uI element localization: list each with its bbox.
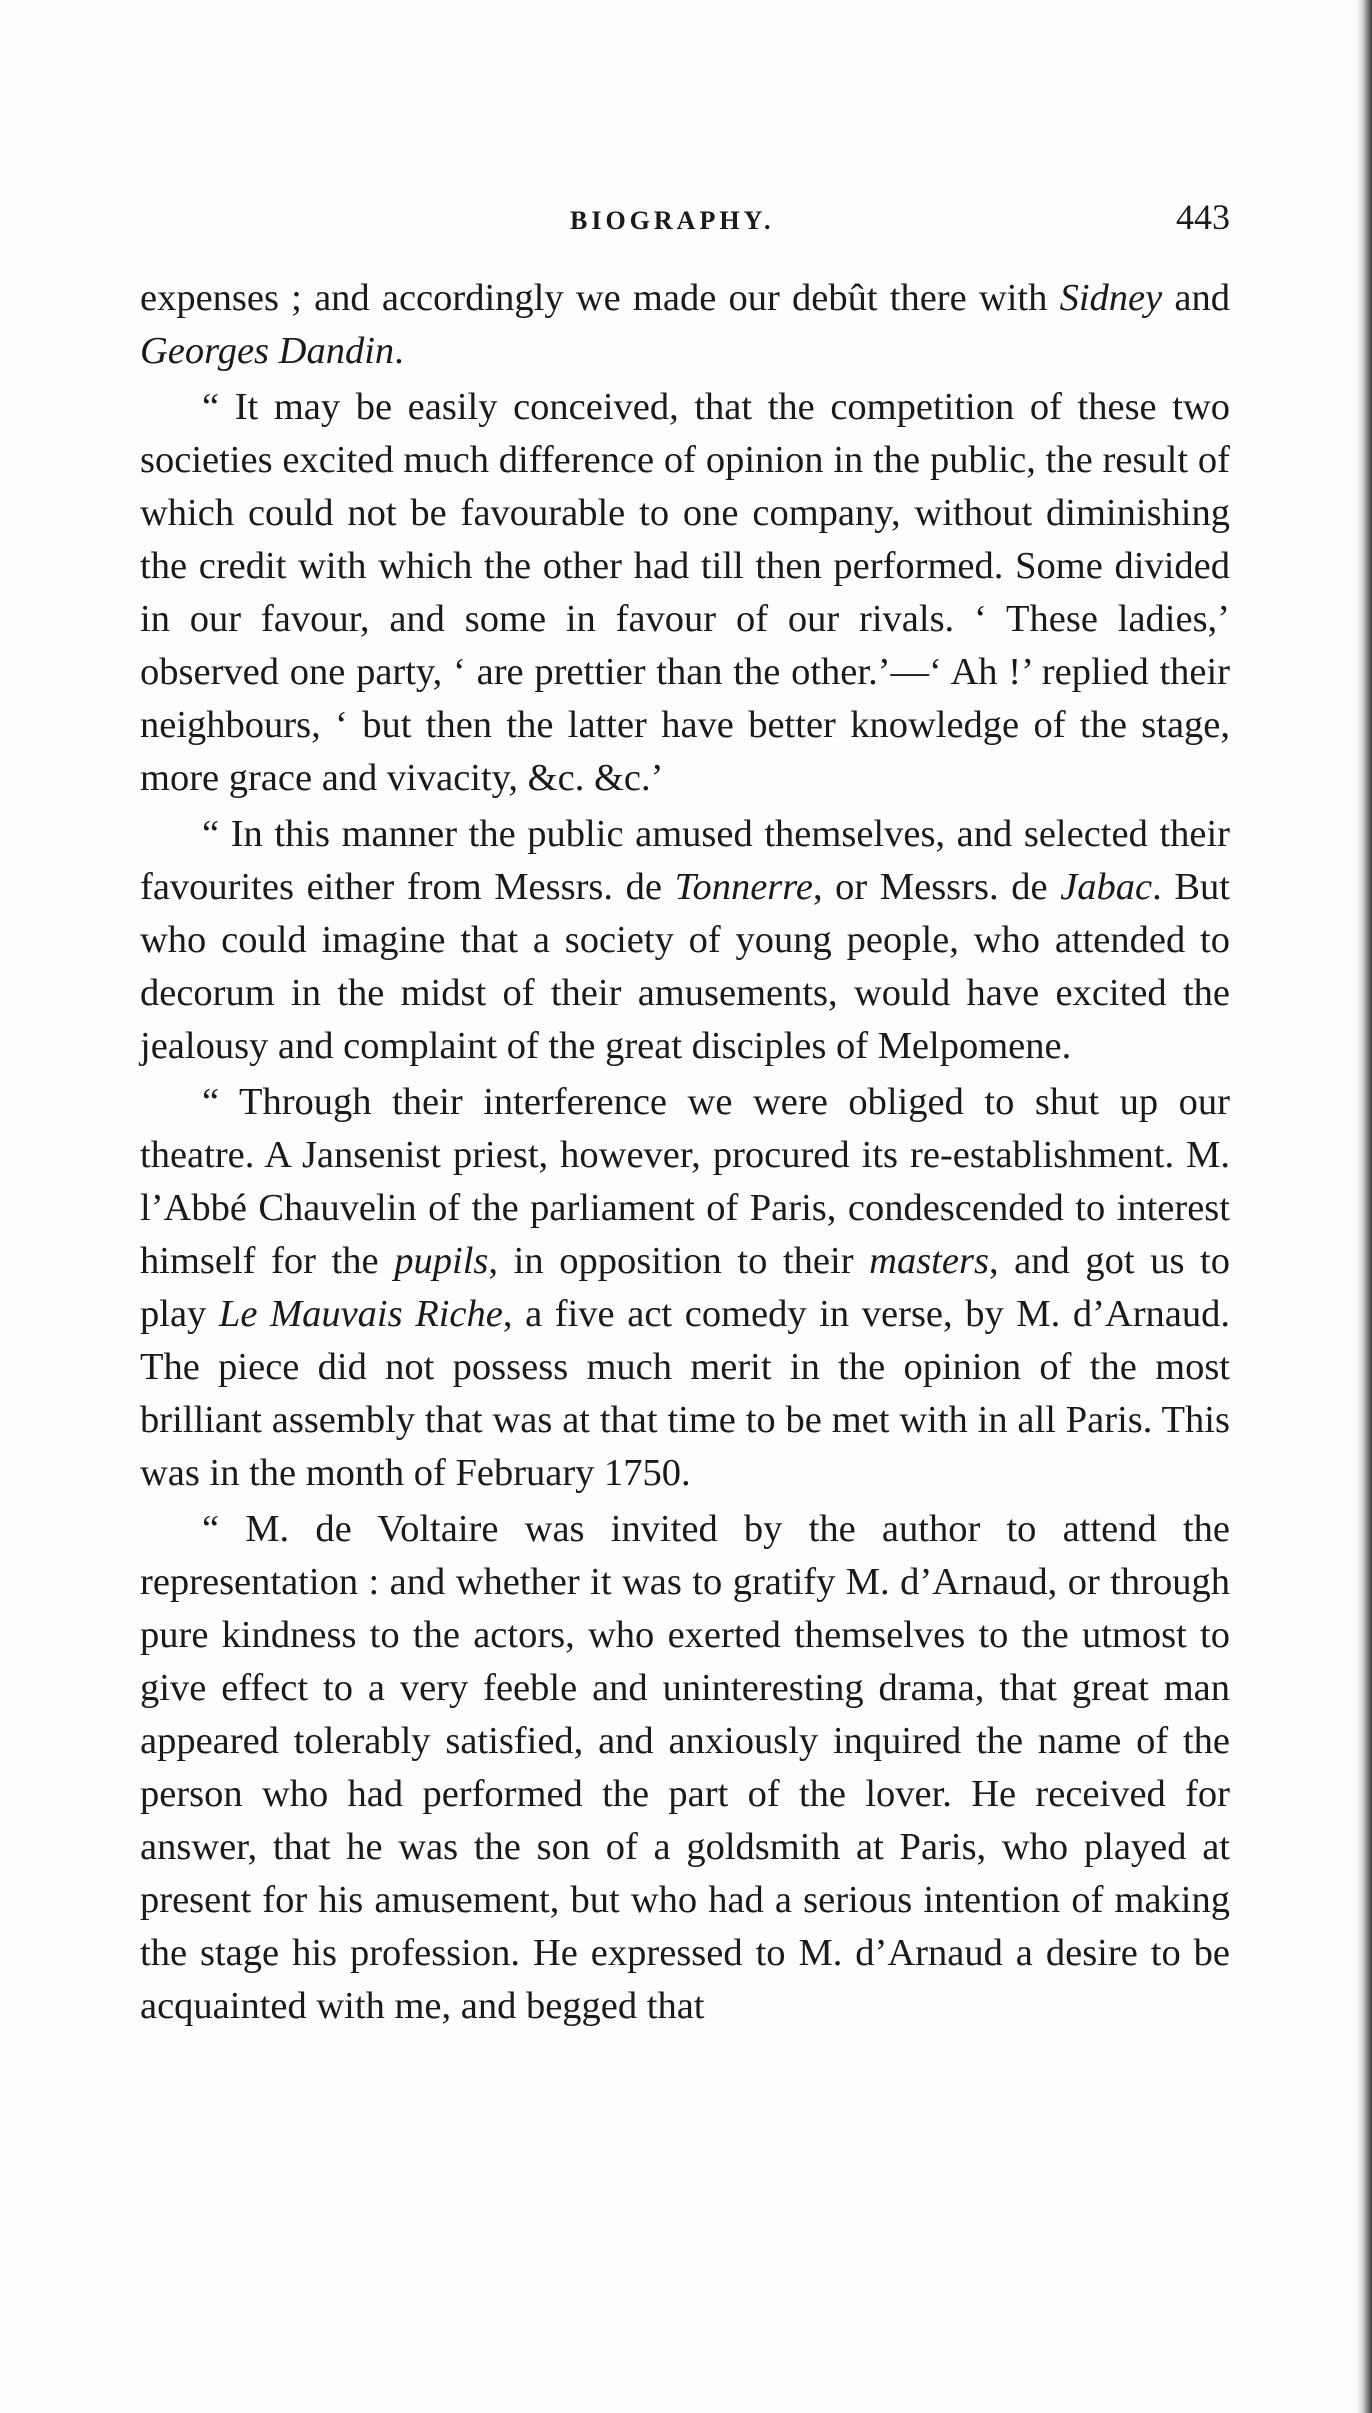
page-edge-shadow xyxy=(1356,0,1372,2413)
text-run: , and got us to play xyxy=(140,1240,1230,1335)
text-run: . But who could imagine that a society of young people, who attended to decorum in the midst of their amusements, would have excited the jealousy and complaint of the great disciples of Melpomene. xyxy=(140,866,1230,1067)
text-run: expenses ; and accordingly we made our debût there with xyxy=(140,277,1060,319)
paragraph xyxy=(140,1076,1230,1500)
italic-text: Tonnerre xyxy=(674,866,813,908)
italic-text: pupils xyxy=(394,1240,489,1282)
italic-text: Georges Dandin xyxy=(140,330,395,372)
text-run: . xyxy=(394,330,404,372)
text-run: “ Through their interference we were obliged to shut up our theatre. A Jansenist priest, however, procured its re-establishment. M. l’Abbé Chauvelin of the parliament of Paris, condescended to interest himself for the xyxy=(140,1081,1230,1282)
body-text xyxy=(140,272,1230,2033)
text-run: , or Messrs. de xyxy=(812,866,1061,908)
text-run: “ M. de Voltaire was invited by the author to attend the representation : and whether it was to gratify M. d’Arnaud, or through pure kindness to the actors, who exerted themselves to the utmost to give effect to a very feeble and uninteresting drama, that great man appeared tolerably satisfied, and anxiously inquired the name of the person who had performed the part of the lover. He received for answer, that he was the son of a goldsmith at Paris, who played at present for his amusement, but who had a serious intention of making the stage his profession. He expressed to M. d’Arnaud a desire to be acquainted with me, and begged that xyxy=(140,1508,1230,2027)
paragraph xyxy=(140,272,1230,378)
text-run: , a five act comedy in verse, by M. d’Arnaud. The piece did not possess much merit in the opinion of the most brilliant assembly that was at that time to be met with in all Paris. This was in the month of February 1750. xyxy=(140,1293,1230,1494)
paragraph xyxy=(140,1503,1230,2033)
paragraph xyxy=(140,381,1230,805)
italic-text: Sidney xyxy=(1059,277,1163,319)
italic-text: masters xyxy=(869,1240,989,1282)
text-run: and xyxy=(1162,277,1230,319)
italic-text: Le Mauvais Riche xyxy=(218,1293,503,1335)
text-run: “ It may be easily conceived, that the competition of these two societies excited much difference of opinion in the public, the result of which could not be favourable to one company, without diminishing the credit with which the other had till then performed. Some divided in our favour, and some in favour of our rivals. ‘ These ladies,’ observed one party, ‘ are prettier than the other.’—‘ Ah !’ replied their neighbours, ‘ but then the latter have better knowledge of the stage, more grace and vivacity, &c. &c.’ xyxy=(140,386,1230,799)
text-run: , in opposition to their xyxy=(488,1240,870,1282)
page-number: 443 xyxy=(1176,197,1230,237)
running-header xyxy=(140,196,1230,246)
paragraph xyxy=(140,808,1230,1073)
italic-text: Jabac xyxy=(1060,866,1153,908)
text-run: “ In this manner the public amused themselves, and selected their favourites either from Messrs. de xyxy=(140,813,1230,908)
running-title: BIOGRAPHY. xyxy=(570,206,775,235)
